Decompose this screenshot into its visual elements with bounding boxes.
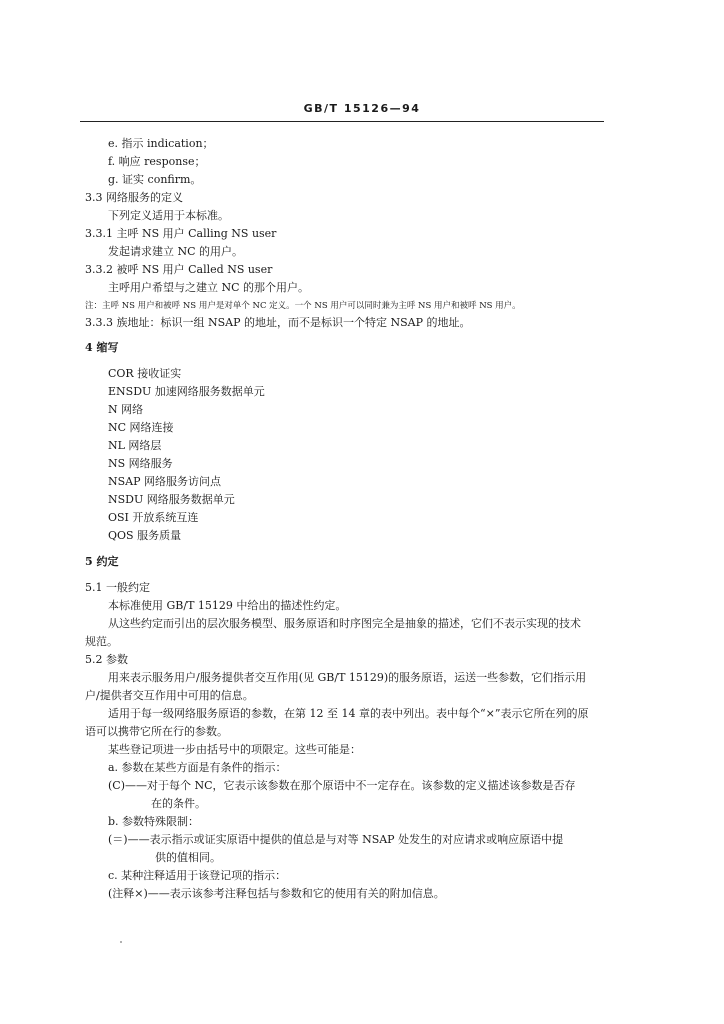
text-line: NSAP 网络服务访问点 <box>108 475 222 488</box>
text-line: (＝)——表示指示或证实原语中提供的值总是与对等 NSAP 处发生的对应请求或响应原语中提 <box>108 833 564 846</box>
text-line: b. 参数特殊限制： <box>108 815 200 828</box>
text-line: COR 接收证实 <box>108 367 182 380</box>
text-line: 在的条件。 <box>151 797 206 810</box>
text-line: 供的值相同。 <box>155 851 221 864</box>
text-line: 3.3.2 被呼 NS 用户 Called NS user <box>85 263 273 276</box>
text-line: (C)——对于每个 NC，它表示该参数在那个原语中不一定存在。该参数的定义描述该参数是否存 <box>108 779 576 792</box>
text-line: 主呼用户希望与之建立 NC 的那个用户。 <box>108 281 310 294</box>
text-line: 适用于每一级网络服务原语的参数，在第 12 至 14 章的表中列出。表中每个“×”表示它所在列的原 <box>108 707 589 720</box>
text-line: 5.2 参数 <box>85 653 128 666</box>
text-line: NC 网络连接 <box>108 421 174 434</box>
text-line: 下列定义适用于本标准。 <box>108 209 229 222</box>
text-line: a. 参数在某些方面是有条件的指示： <box>108 761 287 774</box>
text-line: QOS 服务质量 <box>108 529 182 542</box>
text-line: ENSDU 加速网络服务数据单元 <box>108 385 265 398</box>
text-line: 户/提供者交互作用中可用的信息。 <box>85 689 254 702</box>
text-line: c. 某种注释适用于该登记项的指示： <box>108 869 287 882</box>
text-line: N 网络 <box>108 403 144 416</box>
text-line: g. 证实 confirm。 <box>108 173 202 186</box>
text-line: 3.3.1 主呼 NS 用户 Calling NS user <box>85 227 277 240</box>
text-line: 注：主呼 NS 用户和被呼 NS 用户是对单个 NC 定义。一个 NS 用户可以同时兼为主呼 NS 用户和被呼 NS 用户。 <box>85 301 521 311</box>
text-line: 3.3.3 族地址：标识一组 NSAP 的地址，而不是标识一个特定 NSAP 的地址。 <box>85 316 471 329</box>
text-line: (注释×)——表示该参考注释包括与参数和它的使用有关的附加信息。 <box>108 887 445 900</box>
text-line: f. 响应 response； <box>108 155 206 168</box>
header-rule <box>80 121 604 122</box>
text-line: NSDU 网络服务数据单元 <box>108 493 235 506</box>
text-line: 规范。 <box>85 635 118 648</box>
text-line: 发起请求建立 NC 的用户。 <box>108 245 244 258</box>
text-line: 5 约定 <box>85 555 119 568</box>
text-line: 5.1 一般约定 <box>85 581 150 594</box>
text-line: 4 缩写 <box>85 341 119 354</box>
text-line: OSI 开放系统互连 <box>108 511 199 524</box>
page-header-standard-number: GB/T 15126—94 <box>303 102 421 115</box>
text-line: e. 指示 indication； <box>108 137 214 150</box>
scan-speck <box>120 941 122 943</box>
text-line: 某些登记项进一步由括号中的项限定。这些可能是： <box>108 743 361 756</box>
text-line: 语可以携带它所在行的参数。 <box>85 725 228 738</box>
text-line: NL 网络层 <box>108 439 162 452</box>
text-line: 本标准使用 GB/T 15129 中给出的描述性约定。 <box>108 599 347 612</box>
text-line: 从这些约定而引出的层次服务模型、服务原语和时序图完全是抽象的描述，它们不表示实现的技术 <box>108 617 581 630</box>
text-line: 3.3 网络服务的定义 <box>85 191 183 204</box>
text-line: 用来表示服务用户/服务提供者交互作用(见 GB/T 15129)的服务原语，运送一些参数，它们指示用 <box>108 671 587 684</box>
text-line: NS 网络服务 <box>108 457 173 470</box>
